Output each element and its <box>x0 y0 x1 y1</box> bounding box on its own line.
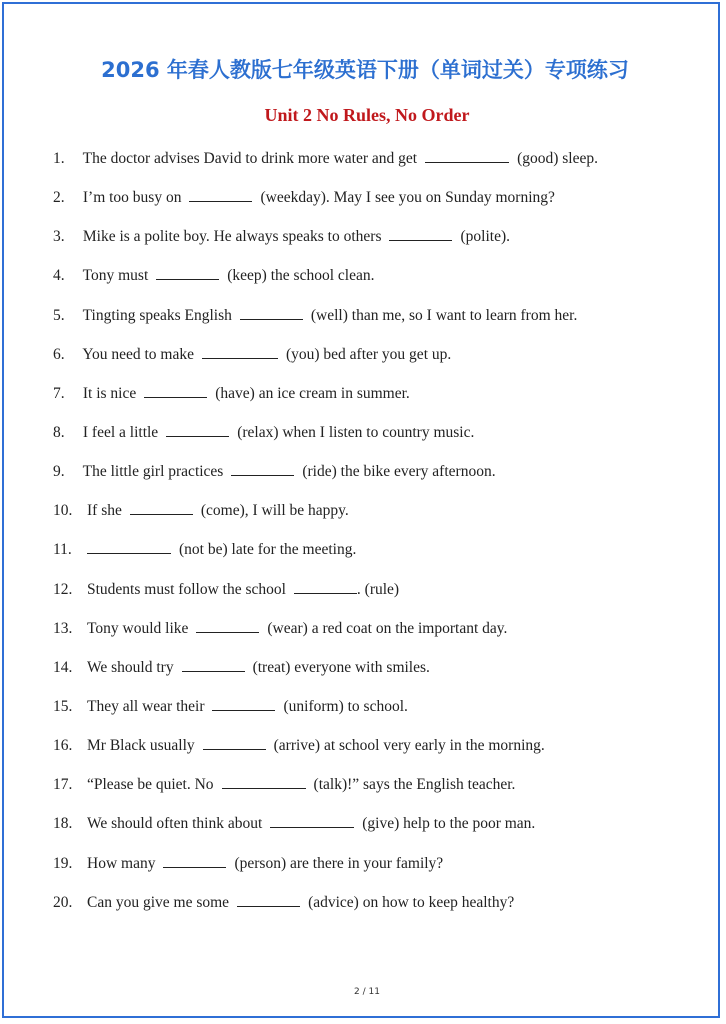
question-item <box>53 264 713 303</box>
question-text-before: Students must follow the school <box>87 580 286 598</box>
answer-blank[interactable] <box>222 773 306 789</box>
question-number: 18. <box>53 815 73 833</box>
question-number: 3. <box>53 228 65 246</box>
question-text-after: (arrive) at school very early in the morning. <box>273 737 545 755</box>
question-number: 8. <box>53 423 65 441</box>
question-text-after: (treat) everyone with smiles. <box>252 658 430 676</box>
question-number: 6. <box>53 345 65 363</box>
question-text-after: (ride) the bike every afternoon. <box>302 463 496 481</box>
answer-blank[interactable] <box>87 538 171 554</box>
question-number: 20. <box>53 893 73 911</box>
answer-blank[interactable] <box>425 147 509 163</box>
question-text-after: (person) are there in your family? <box>234 854 444 872</box>
question-item <box>53 382 713 421</box>
answer-blank[interactable] <box>294 578 357 594</box>
question-number: 10. <box>53 502 73 520</box>
question-item <box>53 343 713 382</box>
question-item <box>53 812 713 851</box>
question-item <box>53 225 713 264</box>
question-text-after: (have) an ice cream in summer. <box>215 384 410 402</box>
answer-blank[interactable] <box>166 421 229 437</box>
question-text-before: We should often think about <box>87 815 263 833</box>
question-number: 2. <box>53 189 65 207</box>
question-number: 19. <box>53 854 73 872</box>
question-text-before: I’m too busy on <box>82 189 182 207</box>
question-text-after: (talk)!” says the English teacher. <box>313 776 516 794</box>
question-text-before: Tony must <box>82 267 149 285</box>
question-number: 7. <box>53 384 65 402</box>
question-text-before: How many <box>87 854 156 872</box>
question-text-before: I feel a little <box>82 423 159 441</box>
question-number: 12. <box>53 580 73 598</box>
answer-blank[interactable] <box>163 852 226 868</box>
question-item <box>53 734 713 773</box>
question-number: 4. <box>53 267 65 285</box>
page-number: 2 / 11 <box>354 987 380 997</box>
question-text-after: (wear) a red coat on the important day. <box>267 619 508 637</box>
question-text-after: (come), I will be happy. <box>200 502 349 520</box>
worksheet-page <box>2 2 720 1018</box>
question-text-after: (not be) late for the meeting. <box>179 541 357 559</box>
question-text-before: Can you give me some <box>87 893 230 911</box>
question-item <box>53 499 713 538</box>
question-number: 17. <box>53 776 73 794</box>
question-number: 1. <box>53 150 65 167</box>
question-item <box>53 147 713 186</box>
unit-subtitle: Unit 2 No Rules, No Order <box>264 105 470 125</box>
question-text-after: (keep) the school clean. <box>227 267 375 285</box>
answer-blank[interactable] <box>240 304 303 320</box>
question-item <box>53 421 713 460</box>
answer-blank[interactable] <box>212 695 275 711</box>
answer-blank[interactable] <box>231 460 294 476</box>
answer-blank[interactable] <box>144 382 207 398</box>
answer-blank[interactable] <box>130 499 193 515</box>
question-item <box>53 891 713 930</box>
question-text-after: (uniform) to school. <box>283 697 408 715</box>
question-item <box>53 852 713 891</box>
question-item <box>53 460 713 499</box>
question-item <box>53 304 713 343</box>
question-text-after: (advice) on how to keep healthy? <box>308 893 515 911</box>
question-text-after: . (rule) <box>356 580 400 598</box>
question-item <box>53 656 713 695</box>
question-number: 15. <box>53 697 73 715</box>
question-text-before: We should try <box>87 658 174 676</box>
question-text-after: (well) than me, so I want to learn from her. <box>310 306 578 324</box>
question-text-before: The little girl practices <box>82 463 224 481</box>
question-item <box>53 578 713 617</box>
answer-blank[interactable] <box>270 812 354 828</box>
answer-blank[interactable] <box>196 617 259 633</box>
question-text-before: You need to make <box>82 345 194 363</box>
question-text-after: (weekday). May I see you on Sunday morning? <box>260 189 555 207</box>
question-text-before: “Please be quiet. No <box>87 776 214 794</box>
question-text-before: Mr Black usually <box>87 737 195 755</box>
question-number: 11. <box>53 541 72 559</box>
answer-blank[interactable] <box>182 656 245 672</box>
worksheet-title: 2026 年春人教版七年级英语下册（单词过关）专项练习 <box>101 58 629 82</box>
question-text-before: Tingting speaks English <box>82 306 232 324</box>
question-text-before: It is nice <box>82 384 137 402</box>
question-text-before: If she <box>87 502 122 520</box>
question-number: 16. <box>53 737 73 755</box>
question-text-before: The doctor advises David to drink more water and get <box>82 150 418 167</box>
answer-blank[interactable] <box>202 343 278 359</box>
question-item <box>53 617 713 656</box>
question-text-after: (relax) when I listen to country music. <box>237 423 475 441</box>
question-number: 5. <box>53 306 65 324</box>
answer-blank[interactable] <box>203 734 266 750</box>
question-item <box>53 773 713 812</box>
answer-blank[interactable] <box>189 186 252 202</box>
question-text-after: (polite). <box>460 228 510 246</box>
question-text-after: (good) sleep. <box>517 150 598 167</box>
answer-blank[interactable] <box>389 225 452 241</box>
answer-blank[interactable] <box>156 264 219 280</box>
question-number: 14. <box>53 658 73 676</box>
question-number: 13. <box>53 619 73 637</box>
question-item <box>53 695 713 734</box>
question-number: 9. <box>53 463 65 481</box>
question-text-after: (you) bed after you get up. <box>285 345 452 363</box>
answer-blank[interactable] <box>237 891 300 907</box>
question-item <box>53 186 713 225</box>
question-item <box>53 538 713 577</box>
question-text-before: They all wear their <box>87 697 205 715</box>
question-text-before: Tony would like <box>87 619 189 637</box>
question-list <box>53 147 713 930</box>
question-text-before: Mike is a polite boy. He always speaks to others <box>82 228 382 246</box>
question-text-after: (give) help to the poor man. <box>362 815 536 833</box>
